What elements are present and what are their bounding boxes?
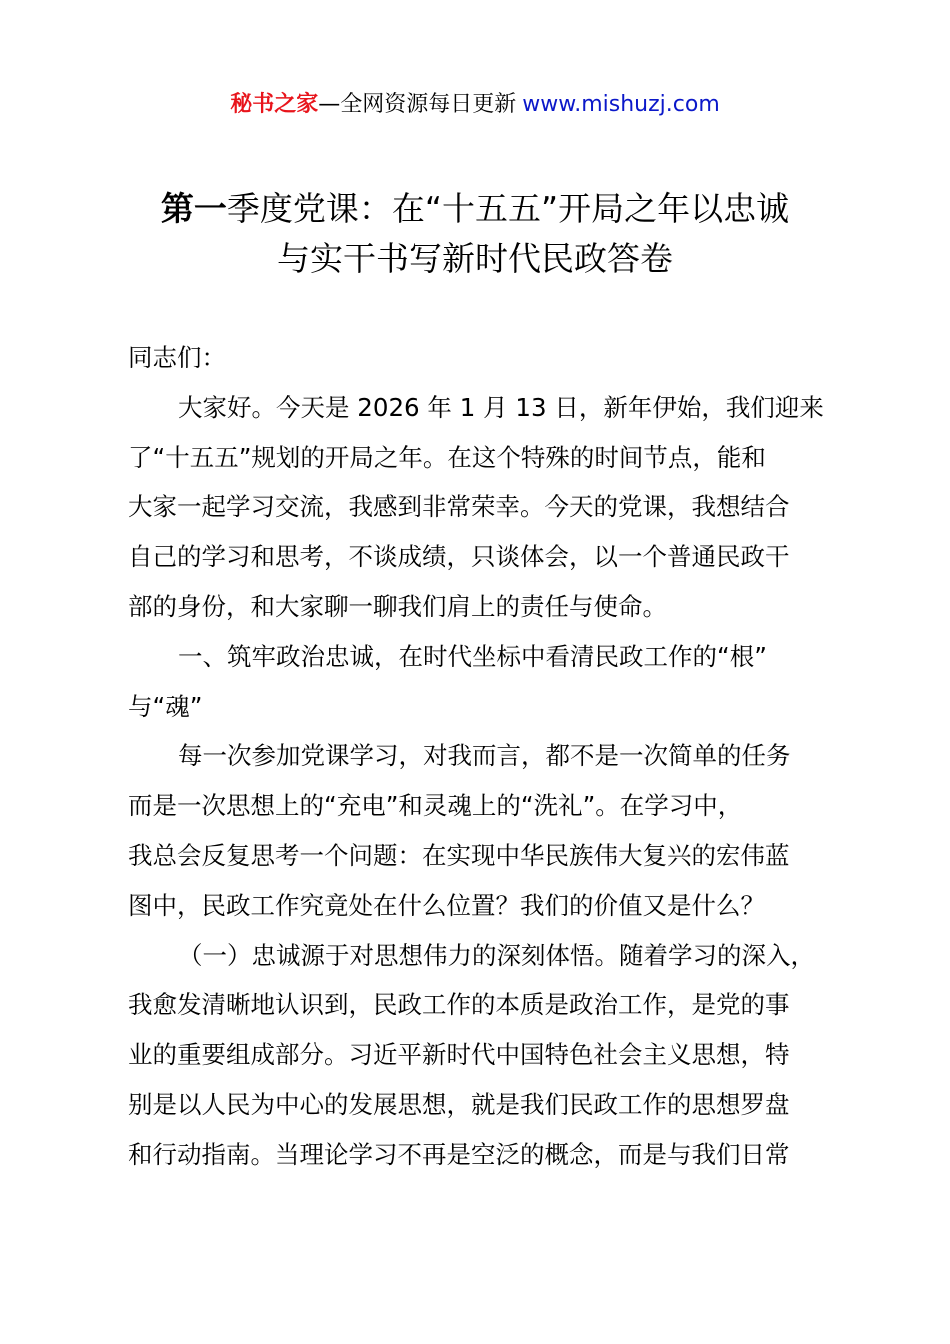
body-line: 与“魂” (128, 691, 203, 721)
body-line: 我愈发清晰地认识到，民政工作的本质是政治工作，是党的事 (128, 990, 790, 1020)
body-line: 部的身份，和大家聊一聊我们肩上的责任与使命。 (128, 591, 667, 621)
body-line: （一）忠诚源于对思想伟力的深刻体悟。随着学习的深入， (178, 940, 815, 970)
body-line: 和行动指南。当理论学习不再是空泛的概念，而是与我们日常 (128, 1139, 790, 1169)
site-tagline: —全网资源每日更新 (318, 92, 517, 117)
body-line: 了“十五五”规划的开局之年。在这个特殊的时间节点，能和 (128, 442, 766, 472)
title-strong-prefix: 第一 (160, 189, 227, 228)
body-line: 大家一起学习交流，我感到非常荣幸。今天的党课，我想结合 (128, 492, 790, 522)
document-title (100, 184, 850, 284)
body-line: 而是一次思想上的“充电”和灵魂上的“洗礼”。在学习中， (128, 791, 743, 821)
body-line: 一、筑牢政治忠诚，在时代坐标中看清民政工作的“根” (178, 641, 767, 671)
title-line-1 (100, 184, 850, 234)
body-lines (128, 383, 838, 1180)
body-line: 每一次参加党课学习，对我而言，都不是一次简单的任务 (178, 741, 791, 771)
document-body (128, 333, 838, 1180)
body-line: 大家好。今天是 2026 年 1 月 13 日，新年伊始，我们迎来 (178, 392, 824, 422)
body-line: 图中，民政工作究竟处在什么位置？我们的价值又是什么？ (128, 890, 765, 920)
title-line-1-text: 季度党课：在“十五五”开局之年以忠诚 (226, 189, 790, 228)
site-brand: 秘书之家 (230, 92, 319, 117)
title-line-2: 与实干书写新时代民政答卷 (277, 239, 673, 278)
site-url-link[interactable]: www.mishuzj.com (522, 92, 720, 117)
salutation: 同志们： (128, 343, 226, 372)
body-line: 业的重要组成部分。习近平新时代中国特色社会主义思想，特 (128, 1040, 790, 1070)
site-header (0, 88, 950, 122)
body-line: 别是以人民为中心的发展思想，就是我们民政工作的思想罗盘 (128, 1089, 790, 1119)
body-line: 自己的学习和思考，不谈成绩，只谈体会，以一个普通民政干 (128, 542, 790, 572)
body-line: 我总会反复思考一个问题：在实现中华民族伟大复兴的宏伟蓝 (128, 840, 790, 870)
